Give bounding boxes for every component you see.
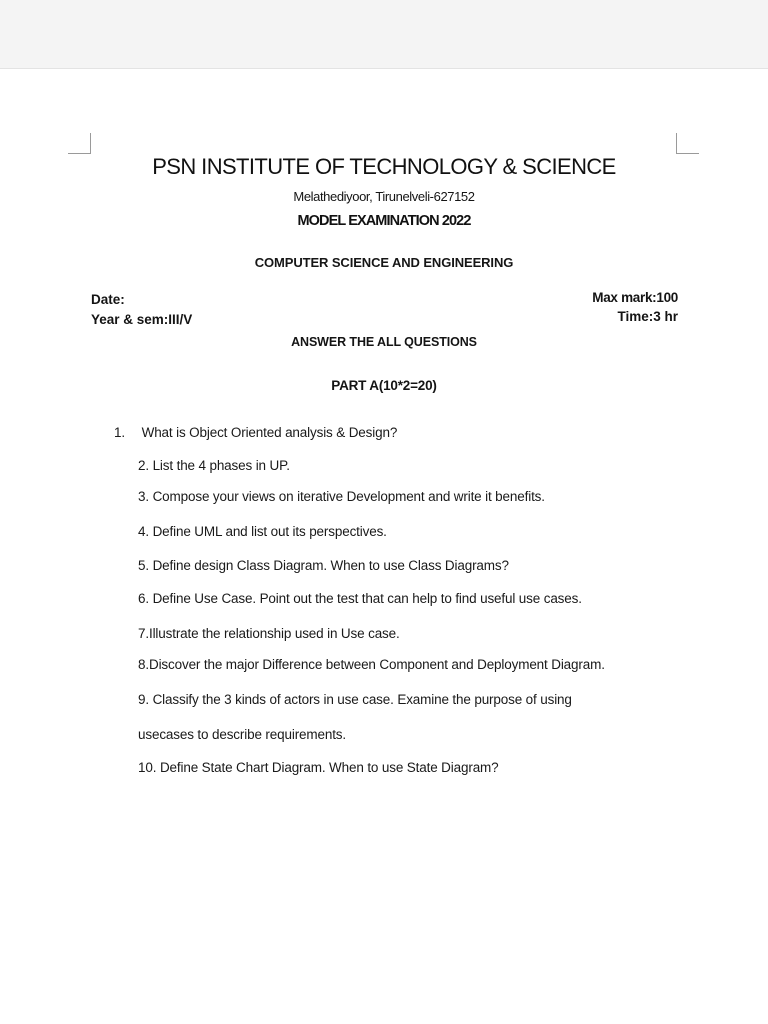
question-1 [114, 425, 397, 440]
question-number: 2. [138, 458, 149, 473]
question-text: Classify the 3 kinds of actors in use case. Examine the purpose of using [152, 692, 572, 707]
question-number: 8. [138, 657, 149, 672]
instruction: ANSWER THE ALL QUESTIONS [291, 335, 477, 349]
question-3 [138, 489, 545, 504]
question-number: 4. [138, 524, 149, 539]
viewer-top-bar [0, 0, 768, 69]
institute-name: PSN INSTITUTE OF TECHNOLOGY & SCIENCE [152, 154, 616, 179]
question-number: 9. [138, 692, 149, 707]
question-8 [138, 657, 605, 672]
question-5 [138, 558, 509, 573]
question-4 [138, 524, 387, 539]
question-number: 1. [114, 425, 125, 440]
question-text: Illustrate the relationship used in Use case. [148, 626, 400, 641]
question-number: 7. [138, 626, 149, 641]
question-number: 6. [138, 591, 149, 606]
question-text: Discover the major Difference between Component and Deployment Diagram. [148, 657, 605, 672]
page-margin-corner-right [676, 133, 699, 154]
question-text: Define Use Case. Point out the test that can help to find useful use cases. [152, 591, 582, 606]
exam-title: MODEL EXAMINATION 2022 [297, 213, 471, 229]
question-text: What is Object Oriented analysis & Design? [141, 425, 398, 440]
max-mark: Max mark:100 [592, 290, 678, 305]
question-text: Compose your views on iterative Development and write it benefits. [152, 489, 545, 504]
question-7 [138, 626, 400, 641]
question-6 [138, 591, 582, 606]
question-number: 5. [138, 558, 149, 573]
institute-address: Melathediyoor, Tirunelveli-627152 [293, 189, 475, 204]
year-semester: Year & sem:III/V [91, 312, 193, 327]
question-10 [138, 760, 499, 775]
date-label: Date: [91, 292, 125, 307]
question-text: Define State Chart Diagram. When to use State Diagram? [159, 760, 499, 775]
question-text: Define design Class Diagram. When to use Class Diagrams? [152, 558, 509, 573]
question-2 [138, 458, 290, 473]
page-margin-corner-left [68, 133, 91, 154]
department-name: COMPUTER SCIENCE AND ENGINEERING [254, 255, 514, 270]
question-9-continuation: usecases to describe requirements. [138, 727, 347, 742]
part-title: PART A(10*2=20) [331, 378, 437, 393]
question-text: Define UML and list out its perspectives. [152, 524, 387, 539]
question-number: 3. [138, 489, 149, 504]
exam-time: Time:3 hr [617, 309, 678, 324]
question-number: 10. [138, 760, 157, 775]
question-9 [138, 692, 572, 707]
question-text: List the 4 phases in UP. [152, 458, 290, 473]
